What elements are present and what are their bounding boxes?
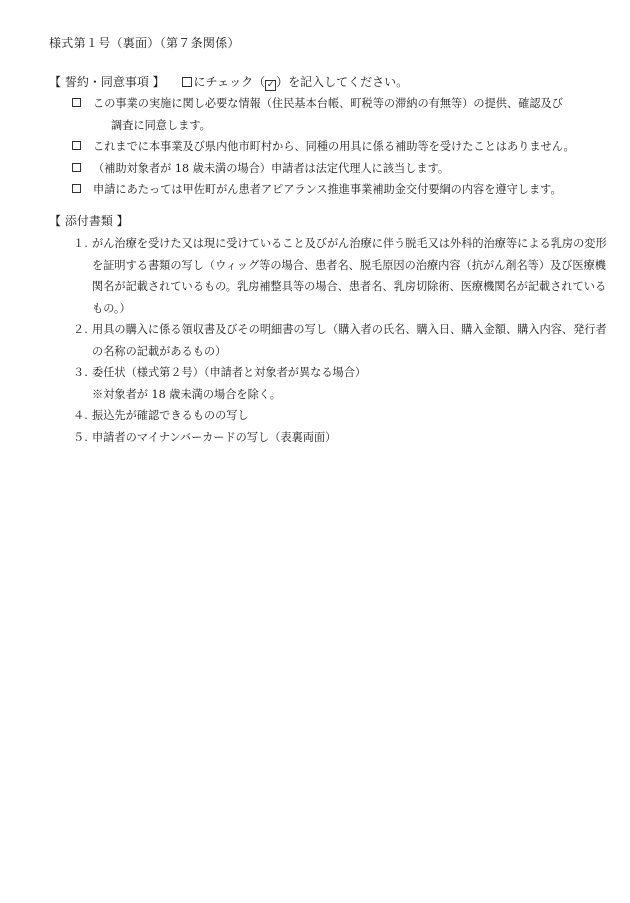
attachments-list	[73, 233, 613, 448]
form-title: 様式第１号（裏面）（第７条関係）	[49, 36, 240, 50]
checkbox-sample-icon	[182, 77, 192, 87]
attachment-text: がん治療を受けた又は現に受けていること及びがん治療に伴う脱毛又は外科的治療等による乳房の変形を証明する書類の写し（ウィッグ等の場合、患者名、脱毛原因の治療内容（抗がん剤名等）及び医療機関名が記載されているもの。乳房補整具等の場合、患者名、乳房切除術、医療機関名が記載されているもの。）	[92, 237, 607, 315]
pledge-checkbox-2[interactable]	[72, 141, 81, 150]
pledge-item-1-text: この事業の実施に関し必要な情報（住民基本台帳、町税等の滞納の有無等）の提供、確認及び	[93, 97, 563, 110]
attachment-item-1	[73, 233, 613, 319]
attachment-number: １.	[73, 237, 88, 250]
instruction-suffix: ）を記入してください。	[276, 75, 409, 89]
attachment-item-3	[73, 362, 613, 405]
pledge-checkbox-3[interactable]	[72, 163, 81, 172]
attachment-text: 用具の購入に係る領収書及びその明細書の写し（購入者の氏名、購入日、購入金額、購入内容、発行者の名称の記載があるもの）	[92, 323, 607, 358]
pledge-checkbox-4[interactable]	[72, 184, 81, 193]
attachment-number: ３.	[73, 366, 88, 379]
pledge-item-3-text: （補助対象者が 18 歳未満の場合）申請者は法定代理人に該当します。	[93, 161, 450, 175]
attachments-heading: 【 添付書類 】	[49, 214, 129, 228]
pledge-item-3	[70, 158, 615, 180]
pledge-item-1	[70, 93, 615, 136]
pledge-checkbox-1[interactable]	[72, 98, 81, 107]
attachment-item-5	[73, 427, 613, 449]
attachment-item-4	[73, 405, 613, 427]
checked-box-icon: ✓	[266, 80, 275, 90]
instruction-prefix: にチェック（	[193, 75, 266, 89]
attachment-item-2	[73, 319, 613, 362]
pledge-heading-row	[49, 73, 408, 90]
pledge-item-2-text: これまでに本事業及び県内他市町村から、同種の用具に係る補助等を受けたことはありません。	[93, 140, 575, 153]
pledge-item-2	[70, 136, 615, 158]
attachment-number: ５.	[73, 430, 88, 444]
pledge-item-1-text-cont: 調査に同意します。	[111, 118, 211, 132]
attachment-text: 委任状（様式第２号）（申請者と対象者が異なる場合）	[92, 366, 367, 379]
pledge-item-4	[70, 179, 615, 201]
pledge-checklist	[70, 93, 615, 201]
attachment-number: ２.	[73, 323, 88, 336]
attachment-text: 振込先が確認できるものの写し	[92, 409, 249, 422]
attachment-number: ４.	[73, 409, 88, 422]
attachment-note: ※対象者が 18 歳未満の場合を除く。	[92, 387, 281, 401]
attachment-text: 申請者のマイナンバーカードの写し（表裏両面）	[92, 430, 337, 444]
pledge-heading: 【 誓約・同意事項 】	[49, 75, 165, 89]
pledge-item-4-text: 申請にあたっては甲佐町がん患者アピアランス推進事業補助金交付要綱の内容を遵守します。	[93, 183, 562, 196]
